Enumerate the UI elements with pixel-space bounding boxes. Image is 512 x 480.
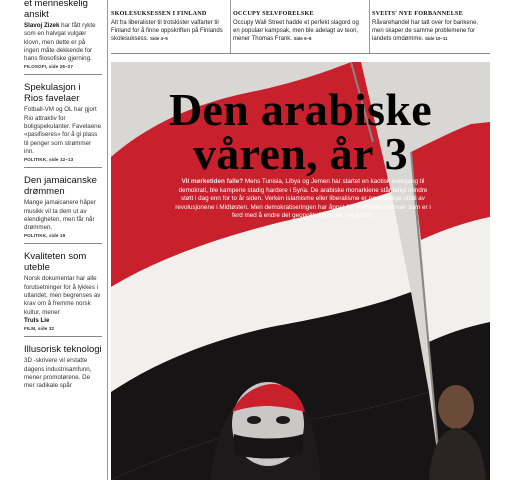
headline-line-2: våren, år 3 [193, 128, 408, 179]
feature-lead [175, 178, 431, 230]
sidebar-item-film[interactable] [24, 251, 102, 337]
teaser-text: Fotball-VM og OL har gjort Rio attraktiv for boligspekulanter. Favelaene «pasifiseres» for å gi plass til penger som strømmer inn. [24, 106, 102, 155]
teaser-occupy[interactable] [233, 0, 367, 54]
section-ref: FILOSOFI, side 26–27 [24, 64, 73, 70]
lead-body: Mens Tunisia, Libya og Jemen har startet en kaotisk overgang til demokrati, ble kampene stadig hardere i Syria. De arabiske monarkiene står langt mindre støtt i dag enn for to år siden. Verken islamisme eller liberalisme er nødvendige utfall av revolusjonene i Midtøsten. Men demokratiseringen har åpnet for uventede allianser som er i ferd med å endre det geopolitiske kartet i regionen. [175, 178, 431, 220]
teaser-text-body: Norsk dokumentar har alle forutsetninger for å lykkes i utlandet, men begrenses av krav om å fremme norsk kultur, mener [24, 275, 101, 316]
teaser-heading: SVEITS' NYE FORBANNELSE [372, 10, 463, 17]
column-divider [369, 0, 370, 54]
top-teasers [111, 0, 490, 54]
column-divider [107, 0, 108, 480]
page-ref: Side 6–8 [293, 36, 312, 42]
headline-line-1: Den arabiske [168, 84, 432, 135]
lead-page-ref: Side 16–18 [368, 221, 391, 227]
divider [24, 74, 102, 75]
divider [24, 336, 102, 337]
page-ref: Side 4–5 [150, 36, 168, 42]
feature-headline-2 [111, 128, 490, 179]
teaser-text: Råvarehandel har tatt over for bankene, men skaper de samme problemene for landets omdømme. [372, 20, 479, 43]
sidebar-item-rio[interactable] [24, 82, 102, 168]
sidebar [24, 0, 102, 480]
teaser-body [233, 19, 367, 44]
sidebar-heading: Spekulasjon i Rios favelaer [24, 82, 81, 105]
author-name: Truls Lie [24, 316, 50, 324]
teaser-text: Alt fra liberalister til trotskister valfarter til Finland for å finne oppskriften på Finlands skolesuksess. [111, 20, 223, 43]
teaser-heading: SKOLESUKSESSEN I FINLAND [111, 10, 207, 17]
teaser-text [24, 275, 102, 325]
teaser-finland[interactable] [111, 0, 227, 54]
author-name: Slavoj Zizek [24, 22, 60, 29]
section-ref: POLITIKK, side 19 [24, 233, 66, 239]
sidebar-heading: Illusorisk teknologi [24, 344, 102, 356]
feature-headline [111, 84, 490, 135]
sidebar-item-zizek[interactable] [24, 0, 102, 75]
sidebar-heading: et menneskelig ansikt [24, 0, 88, 20]
teaser-text: Mange jamaicanere håper musikk vil ta dem ut av elendigheten, men får når drømmen. [24, 199, 96, 232]
sidebar-teaser [24, 22, 102, 63]
page-ref: Side 10–11 [425, 36, 448, 42]
cover-photo[interactable] [111, 62, 490, 480]
teaser-body [372, 19, 490, 44]
divider [24, 167, 102, 168]
teaser-body [111, 19, 227, 44]
sidebar-item-jamaica[interactable] [24, 175, 102, 244]
sidebar-heading: Den jamaicanske drømmen [24, 175, 97, 198]
sidebar-heading: Kvaliteten som uteble [24, 251, 87, 274]
teaser-heading: OCCUPY SELVFORELSKE [233, 10, 314, 17]
sidebar-item-tech[interactable] [24, 344, 102, 390]
teaser-text: har fått rykte som en halvgal vulgær klovn, men dette er på ingen måte dekkende for hans filosofiske gjerning. [24, 22, 96, 63]
section-ref: FILM, side 32 [24, 326, 55, 332]
lead-kicker: Vil mørketiden falle? [181, 178, 244, 185]
teaser-text: Occupy Wall Street hadde et perfekt slagord og en populær kampsak, men ble adelagt av teori, mener Thomas Frank. [233, 20, 359, 43]
section-ref: POLITIKK, side 12–13 [24, 157, 74, 163]
top-divider [111, 53, 490, 54]
divider [24, 243, 102, 244]
column-divider [230, 0, 231, 54]
teaser-text: 3D -skrivere vil erstatte dagens industrisamfunn, mener promotørene. De mer radikale spår [24, 357, 92, 390]
teaser-sveits[interactable] [372, 0, 490, 54]
